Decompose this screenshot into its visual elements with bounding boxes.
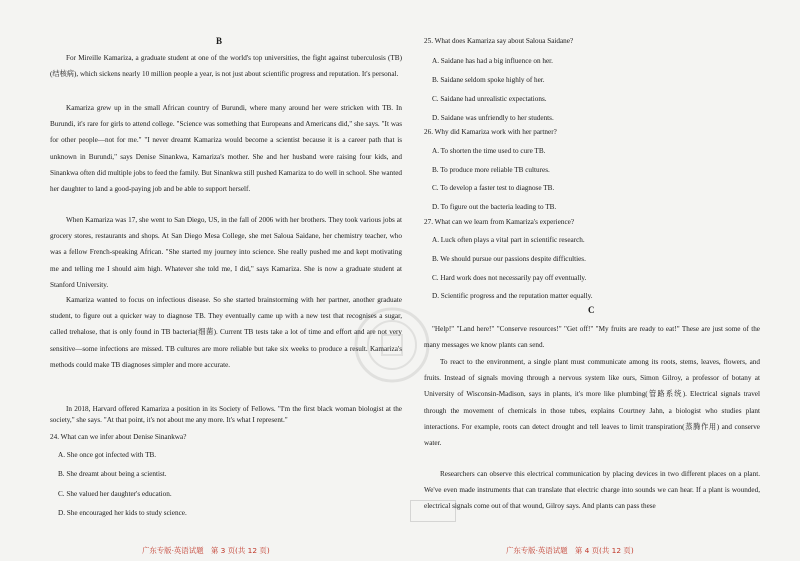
question-25-option-c: C. Saidane had unrealistic expectations. bbox=[432, 95, 547, 103]
question-27-option-b: B. We should pursue our passions despite difficulties. bbox=[432, 255, 586, 263]
question-24-stem: 24. What can we infer about Denise Sinankwa? bbox=[50, 433, 187, 441]
question-27-option-a: A. Luck often plays a vital part in scientific research. bbox=[432, 236, 585, 244]
passage-b-paragraph-4: Kamariza wanted to focus on infectious disease. So she started brainstorming with her partner, another graduate student, to figure out a quicker way to diagnose TB. They eventually came up with a new test that recognises a sugar, called trehalose, that is only found in TB bacteria(细菌). Current TB tests take a lot of time and effort and are not very sensitive—some infections are missed. TB cultures are more reliable but take six weeks to produce a result. Kamariza's methods could make TB diagnoses simpler and more accurate. bbox=[50, 296, 402, 369]
question-27-option-c: C. Hard work does not necessarily pay off eventually. bbox=[432, 274, 587, 282]
question-24-option-b: B. She dreamt about being a scientist. bbox=[58, 470, 167, 478]
section-heading-b: B bbox=[216, 36, 223, 46]
passage-b-paragraph-3: When Kamariza was 17, she went to San Diego, US, in the fall of 2006 with her brothers. They took various jobs at grocery stores, restaurants and shops. At San Diego Mesa College, she met Saloua Saidane, her chemistry teacher, who was a fellow French-speaking African. "She started my journey into science. She really pushed me and kept motivating me and telling me I should aim high. Whatever she told me, I did," says Kamariza. She is now a graduate student at Stanford University. bbox=[50, 216, 402, 289]
question-25-option-b: B. Saidane seldom spoke highly of her. bbox=[432, 76, 545, 84]
question-24-option-a: A. She once got infected with TB. bbox=[58, 451, 157, 459]
left-page-footer: 广东专版·英语试题 第 3 页(共 12 页) bbox=[142, 546, 270, 555]
question-26-option-a: A. To shorten the time used to cure TB. bbox=[432, 147, 546, 155]
section-heading-c: C bbox=[588, 305, 595, 315]
question-27-option-d: D. Scientific progress and the reputation matter equally. bbox=[432, 292, 593, 300]
question-27-stem: 27. What can we learn from Kamariza's experience? bbox=[424, 218, 575, 226]
question-24-option-c: C. She valued her daughter's education. bbox=[58, 490, 172, 498]
passage-c-paragraph-3: Researchers can observe this electrical communication by placing devices in two different places on a plant. We've even made instruments that can translate that electric charge into sounds we can hear. If a plant is wounded, electrical signals come out of that wound, Gilroy says. And plants can pass these bbox=[424, 470, 760, 511]
passage-b-paragraph-2: Kamariza grew up in the small African country of Burundi, where many around her were stricken with TB. In Burundi, it's rare for girls to attend college. "Science was something that Europeans and Americans did," she says. "It was for other people—not for me." "I never dreamt Kamariza would become a scientist because it is a career path that is unknown in Burundi," says Denise Sinankwa, Kamariza's mother. She and her husband were raising four kids, and Sinankwa often did multiple jobs to feed the family. But Sinankwa still pushed Kamariza to do well in school. She wanted her daughter to land a good-paying job and be able to support herself. bbox=[50, 104, 402, 194]
passage-c-paragraph-2: To react to the environment, a single plant must communicate among its roots, stems, leaves, flowers, and fruits. Instead of signals moving through a nervous system like ours, Simon Gilroy, a professor of botany at University of Wisconsin-Madison, says in plants, it's more like plumbing(管路系统). Electrical signals travel through the movement of chemicals in those tubes, explains Courtney Jahn, a biologist who studies plant interactions. For example, roots can detect drought and tell leaves to limit transpiration(蒸腾作用) and conserve water. bbox=[424, 358, 760, 448]
question-26-option-b: B. To produce more reliable TB cultures. bbox=[432, 166, 550, 174]
passage-b-paragraph-5: In 2018, Harvard offered Kamariza a position in its Society of Fellows. "I'm the first black woman biologist at the society," she says. "At that point, it's not about me any more. It's what I represent." bbox=[50, 405, 402, 424]
question-25-option-d: D. Saidane was unfriendly to her students. bbox=[432, 114, 554, 122]
question-26-stem: 26. Why did Kamariza work with her partner? bbox=[424, 128, 557, 136]
passage-b-paragraph-1: For Mireille Kamariza, a graduate student at one of the world's top universities, the fight against tuberculosis (TB)(结核病), which sickens nearly 10 million people a year, is not just about scientific progress and reputation. It's personal. bbox=[50, 54, 402, 79]
question-25-stem: 25. What does Kamariza say about Saloua Saidane? bbox=[424, 37, 574, 45]
passage-c-paragraph-1: "Help!" "Land here!" "Conserve resources!" "Get off!" "My fruits are ready to eat!" These are just some of the many messages we know plants can send. bbox=[424, 325, 760, 350]
question-26-option-d: D. To figure out the bacteria leading to TB. bbox=[432, 203, 557, 211]
question-26-option-c: C. To develop a faster test to diagnose TB. bbox=[432, 184, 555, 192]
question-24-option-d: D. She encouraged her kids to study science. bbox=[58, 509, 187, 517]
question-25-option-a: A. Saidane has had a big influence on her. bbox=[432, 57, 553, 65]
right-page-footer: 广东专版·英语试题 第 4 页(共 12 页) bbox=[506, 546, 634, 555]
